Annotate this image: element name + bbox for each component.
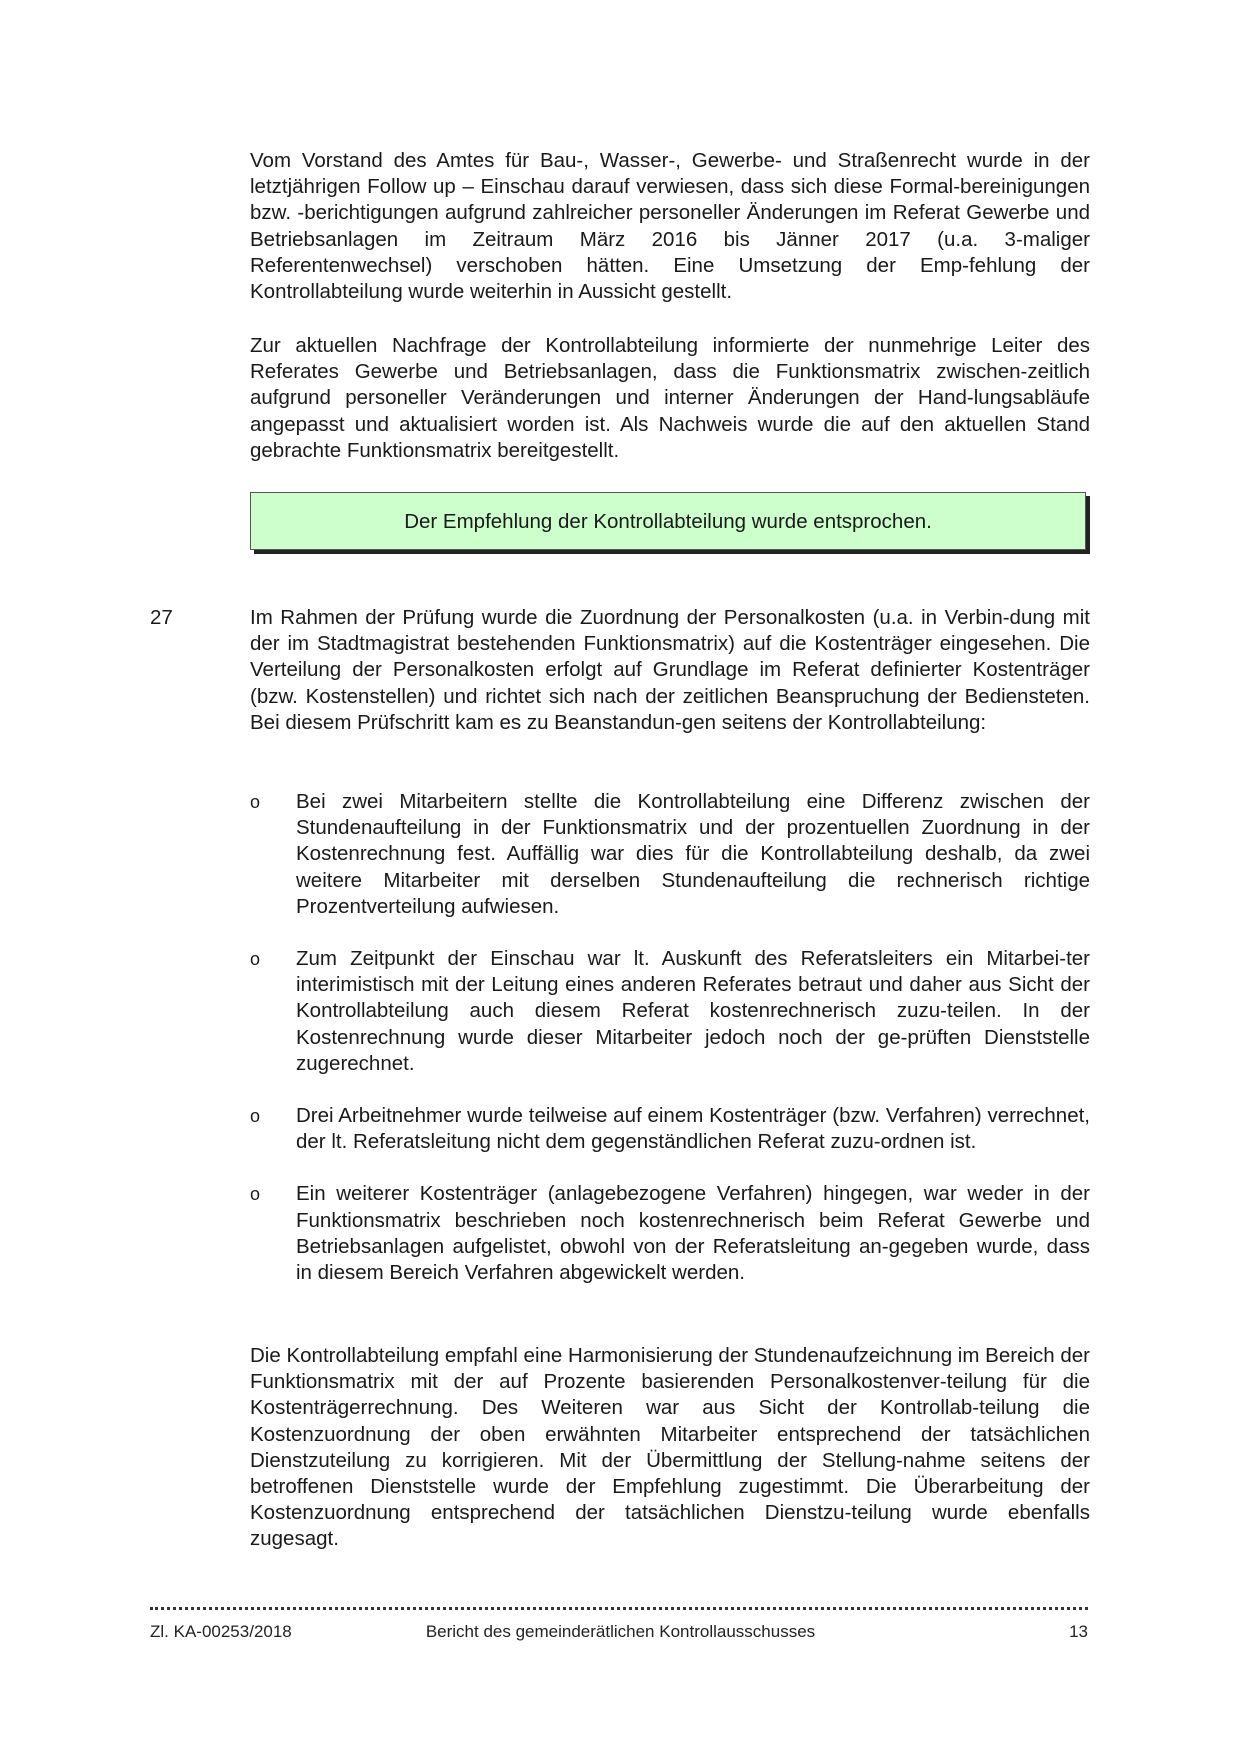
paragraph-current-inquiry: Zur aktuellen Nachfrage der Kontrollabteilung informierte der nunmehrige Leiter des Referates Gewerbe und Betriebsanlagen, dass die Funktionsmatrix zwischen-zeitlich aufgrund personeller Veränderungen und interner Änderungen der Hand-lungsabläufe angepasst und aktualisiert worden ist. Als Nachweis wurde die auf den aktuellen Stand gebrachte Funktionsmatrix bereitgestellt. <box>250 334 1090 462</box>
recommendation-callout-box <box>250 492 1086 550</box>
paragraph-follow-up: Vom Vorstand des Amtes für Bau-, Wasser-, Gewerbe- und Straßenrecht wurde in der letztjährigen Follow up – Einschau darauf verwiesen, dass sich diese Formal-bereinigungen bzw. -berichtigungen aufgrund zahlreicher personeller Änderungen im Referat Gewerbe und Betriebsanlagen im Zeitraum März 2016 bis Jänner 2017 (u.a. 3-maliger Referentenwechsel) verschoben hätten. Eine Umsetzung der Emp-fehlung der Kontrollabteilung wurde weiterhin in Aussicht gestellt. <box>250 149 1090 304</box>
paragraph-personnel-costs: Im Rahmen der Prüfung wurde die Zuordnung der Personalkosten (u.a. in Verbin-dung mit der im Stadtmagistrat bestehenden Funktionsmatrix) auf die Kostenträger eingesehen. Die Verteilung der Personalkosten erfolgt auf Grundlage im Referat definierter Kostenträger (bzw. Kostenstellen) und richtet sich nach der zeitlichen Beanspruchung der Bediensteten. Bei diesem Prüfschritt kam es zu Beanstandun-gen seitens der Kontrollabteilung: <box>250 606 1090 734</box>
footer-title: Bericht des gemeinderätlichen Kontrollausschusses <box>425 1622 816 1641</box>
list-item <box>250 1103 1090 1155</box>
paragraph-recommendation: Die Kontrollabteilung empfahl eine Harmonisierung der Stundenaufzeichnung im Bereich der Funktionsmatrix mit der auf Prozente basierenden Personalkostenver-teilung für die Kostenträgerrechnung. Des Weiteren war aus Sicht der Kontrollab-teilung die Kostenzuordnung der oben erwähnten Mitarbeiter entsprechend der tatsächlichen Dienstzuteilung zu korrigieren. Mit der Übermittlung der Stellung-nahme seitens der betroffenen Dienststelle wurde der Empfehlung zugestimmt. Die Überarbeitung der Kostenzuordnung entsprechend der tatsächlichen Dienstzu-teilung wurde ebenfalls zugesagt. <box>250 1344 1090 1551</box>
list-item-text: Drei Arbeitnehmer wurde teilweise auf einem Kostenträger (bzw. Verfahren) verrechnet, der lt. Referatsleitung nicht dem gegenständlichen Referat zuzu-ordnen ist. <box>296 1104 1090 1154</box>
bullet-marker: o <box>250 1106 261 1127</box>
bullet-marker: o <box>250 1184 261 1205</box>
findings-list <box>250 789 1090 1312</box>
bullet-marker: o <box>250 792 261 812</box>
footer-divider <box>150 1606 1088 1610</box>
list-item-text: Ein weiterer Kostenträger (anlagebezogene Verfahren) hingegen, war weder in der Funktionsmatrix beschrieben noch kostenrechnerisch beim Referat Gewerbe und Betriebsanlagen aufgelistet, obwohl von der Referatsleitung an-gegeben wurde, dass in diesem Bereich Verfahren abgewickelt werden. <box>296 1182 1090 1285</box>
item-number: 27 <box>150 606 173 629</box>
recommendation-callout-text: Der Empfehlung der Kontrollabteilung wurde entsprochen. <box>404 510 932 533</box>
list-item <box>250 946 1090 1077</box>
bullet-marker: o <box>250 949 261 970</box>
list-item-text: Bei zwei Mitarbeitern stellte die Kontrollabteilung eine Differenz zwischen der Stundenaufteilung in der Funktionsmatrix und der prozentuellen Zuordnung in der Kostenrechnung fest. Auffällig war dies für die Kontrollabteilung deshalb, da zwei weitere Mitarbeiter mit derselben Stundenaufteilung die rechnerisch richtige Prozentverteilung aufwiesen. <box>296 790 1090 918</box>
list-item <box>250 1181 1090 1286</box>
footer-reference: Zl. KA-00253/2018 <box>150 1622 292 1641</box>
list-item-text: Zum Zeitpunkt der Einschau war lt. Auskunft des Referatsleiters ein Mitarbei-ter interimistisch mit der Leitung eines anderen Referates betraut und daher aus Sicht der Kontrollabteilung auch diesem Referat kostenrechnerisch zuzu-teilen. In der Kostenrechnung wurde dieser Mitarbeiter jedoch noch der ge-prüften Dienststelle zugerechnet. <box>296 947 1090 1075</box>
list-item <box>250 789 1090 920</box>
page-number: 13 <box>1069 1622 1088 1641</box>
